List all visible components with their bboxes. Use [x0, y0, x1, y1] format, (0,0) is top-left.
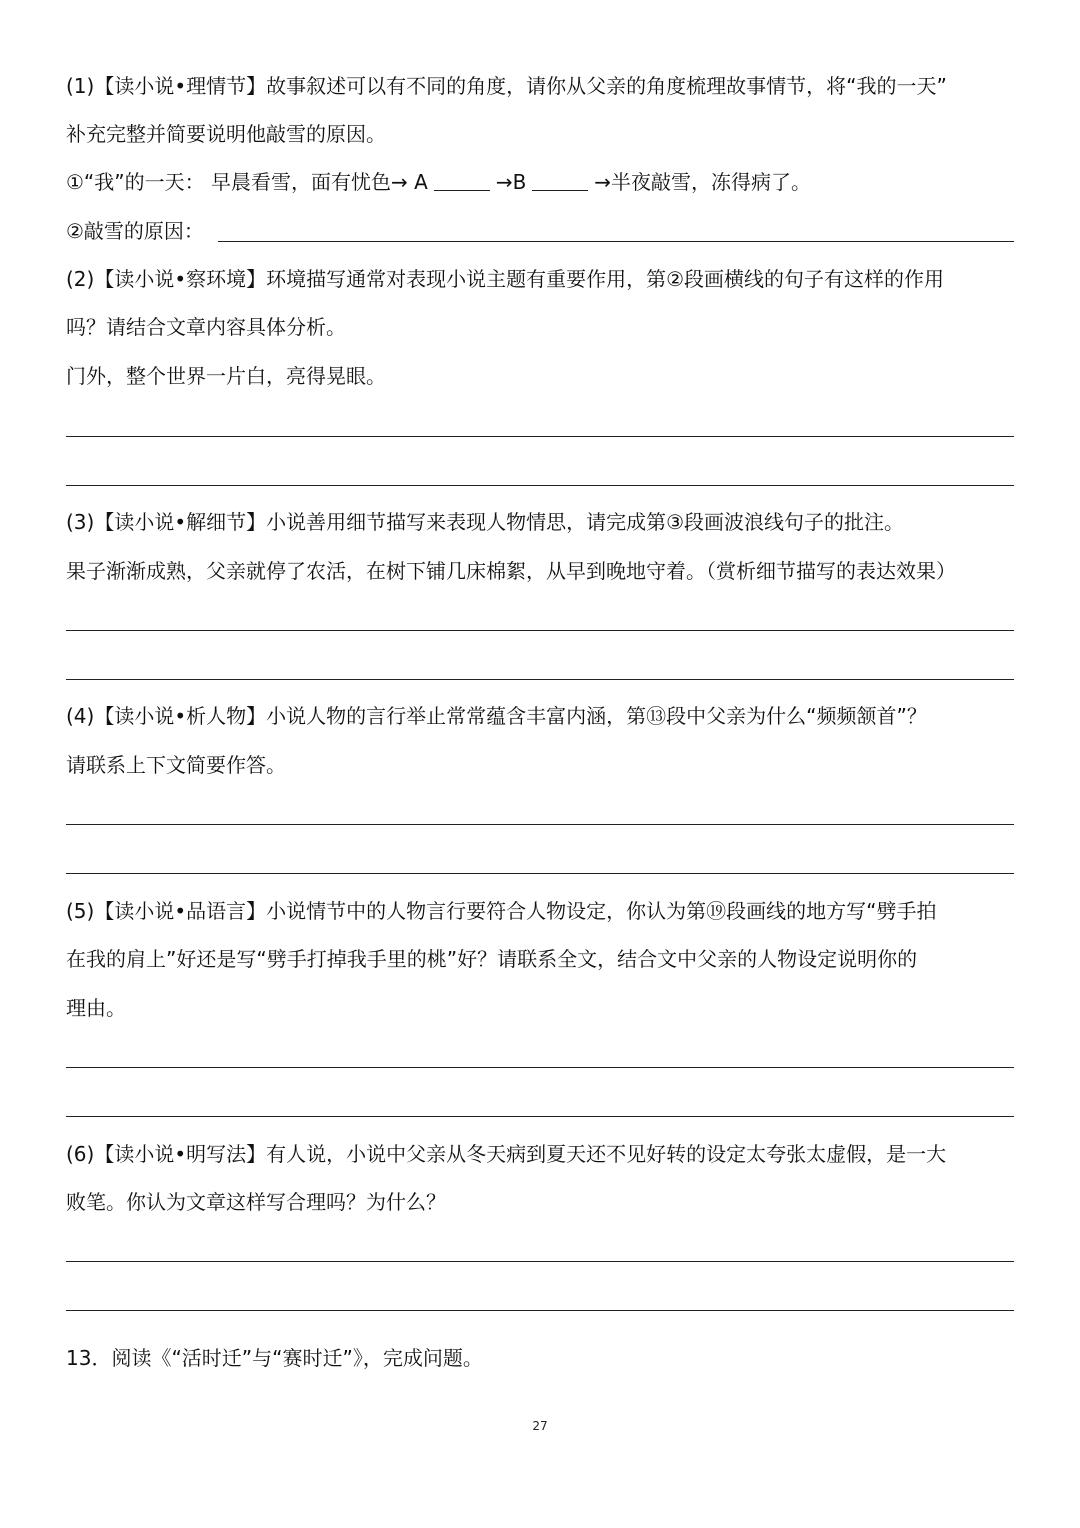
q1-sub1-prefix: ①“我”的一天： 早晨看雪，面有忧色→ A: [66, 170, 428, 194]
answer-line-q6-1[interactable]: [66, 1261, 1014, 1262]
answer-line-q6-2[interactable]: [66, 1310, 1014, 1311]
q1-sub1-mid: →B: [495, 170, 527, 194]
q1-sub2: ②敲雪的原因：: [66, 219, 204, 243]
answer-line-q4-1[interactable]: [66, 824, 1014, 825]
q3-quote: 果子渐渐成熟，父亲就停了农活，在树下铺几床棉絮，从早到晚地守着。（赏析细节描写的表达效果）: [66, 559, 956, 583]
answer-line-q3-2[interactable]: [66, 679, 1014, 680]
q1-sub1: [66, 168, 811, 196]
q5-line2: 在我的肩上”好还是写“劈手打掉我手里的桃”好？请联系全文，结合文中父亲的人物设定说明你的: [66, 947, 918, 971]
q5-line1: (5)【读小说•品语言】小说情节中的人物言行要符合人物设定，你认为第⑲段画线的地方写“劈手拍: [66, 899, 937, 923]
q5-line3: 理由。: [66, 996, 126, 1020]
q6-line1: (6)【读小说•明写法】有人说，小说中父亲从冬天病到夏天还不见好转的设定太夸张太虚假，是一大: [66, 1142, 947, 1166]
q2-line2: 吗？请结合文章内容具体分析。: [66, 315, 346, 339]
q2-line1: (2)【读小说•察环境】环境描写通常对表现小说主题有重要作用，第②段画横线的句子有这样的作用: [66, 267, 945, 291]
answer-line-q2-2[interactable]: [66, 485, 1014, 486]
answer-line-q2-1[interactable]: [66, 436, 1014, 437]
q13-heading: 13．阅读《“活时迁”与“赛时迁”》，完成问题。: [66, 1346, 483, 1370]
q6-line2: 败笔。你认为文章这样写合理吗？为什么？: [66, 1190, 446, 1214]
answer-blank-b[interactable]: [532, 170, 588, 191]
q3-line1: (3)【读小说•解细节】小说善用细节描写来表现人物情思，请完成第③段画波浪线句子的批注。: [66, 510, 905, 534]
answer-blank-a[interactable]: [434, 170, 490, 191]
q1-sub1-suffix: →半夜敲雪，冻得病了。: [594, 170, 812, 194]
answer-line-q5-1[interactable]: [66, 1067, 1014, 1068]
q2-quote: 门外，整个世界一片白，亮得晃眼。: [66, 364, 386, 388]
answer-line-q5-2[interactable]: [66, 1116, 1014, 1117]
q1-line1: (1)【读小说•理情节】故事叙述可以有不同的角度，请你从父亲的角度梳理故事情节，将“我的一天”: [66, 74, 947, 98]
answer-line-q1-reason[interactable]: [218, 241, 1014, 242]
answer-line-q3-1[interactable]: [66, 630, 1014, 631]
q1-line2: 补充完整并简要说明他敲雪的原因。: [66, 122, 386, 146]
q4-line2: 请联系上下文简要作答。: [66, 753, 286, 777]
page-number: 27: [532, 1419, 548, 1433]
answer-line-q4-2[interactable]: [66, 873, 1014, 874]
q4-line1: (4)【读小说•析人物】小说人物的言行举止常常蕴含丰富内涵，第⑬段中父亲为什么“频频颔首”？: [66, 704, 927, 728]
